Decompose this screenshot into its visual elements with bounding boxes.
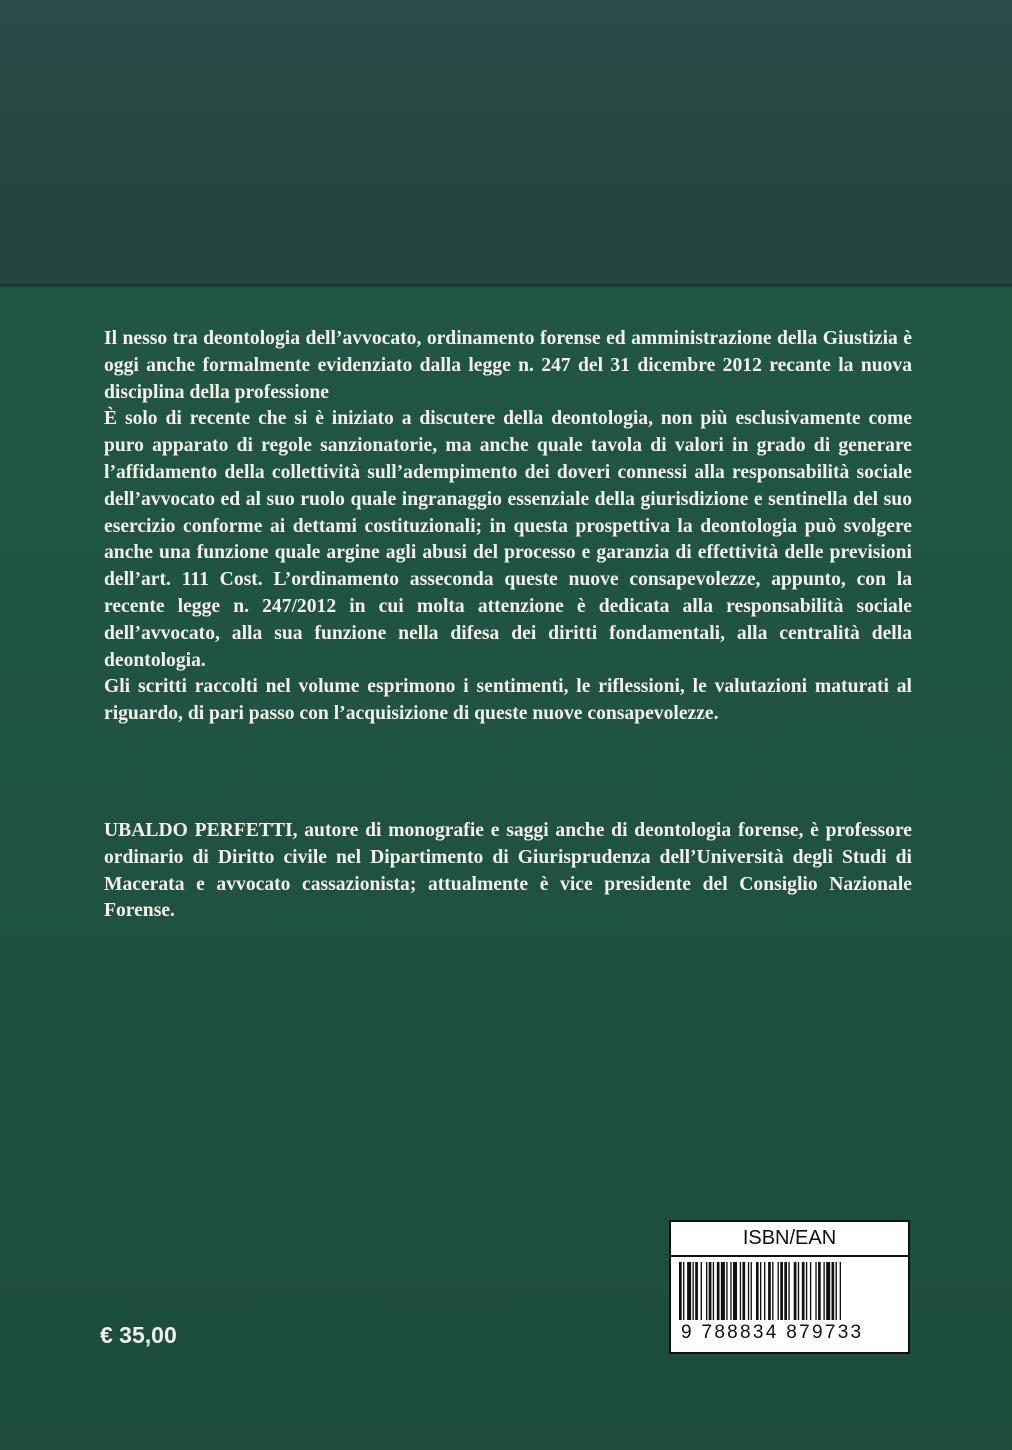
- book-description: [104, 326, 912, 728]
- barcode-bar: [701, 1262, 702, 1320]
- barcode-bar: [840, 1262, 841, 1320]
- barcode-bar: [810, 1262, 811, 1320]
- barcode-bar: [687, 1262, 691, 1320]
- isbn-barcode-box: [669, 1220, 910, 1354]
- price-label: € 35,00: [100, 1322, 177, 1348]
- barcode-bar: [802, 1262, 805, 1320]
- barcode-bar: [818, 1262, 821, 1320]
- isbn-label: ISBN/EAN: [671, 1222, 908, 1257]
- barcode-bar: [760, 1262, 761, 1320]
- barcode-bar: [726, 1262, 727, 1320]
- barcode-bar: [798, 1262, 799, 1320]
- barcode-bar: [706, 1262, 707, 1320]
- description-paragraph-1: Il nesso tra deontologia dell’avvocato, ordinamento forense ed amministrazione della Giustizia è oggi anche formalmente evidenziato dalla legge n. 247 del 31 dicembre 2012 recante la nuova disciplina della professione: [104, 328, 912, 403]
- barcode-bar: [772, 1262, 773, 1320]
- barcode-bar: [784, 1262, 787, 1320]
- barcode-bar: [748, 1262, 749, 1320]
- barcode-bar: [730, 1262, 731, 1320]
- barcode-bar: [756, 1262, 759, 1320]
- barcode-bar: [683, 1262, 684, 1320]
- barcode-bar: [709, 1262, 712, 1320]
- barcode-bar: [778, 1262, 779, 1320]
- barcode-bar: [823, 1262, 824, 1320]
- barcode-bar: [721, 1262, 725, 1320]
- barcode-bar: [815, 1262, 816, 1320]
- barcode-bar: [751, 1262, 752, 1320]
- author-bio-text: , autore di monografie e saggi anche di deontologia forense, è professore ordinario di Diritto civile nel Dipartimento di Giurisprudenza dell’Università degli Studi di Macerata e avvocato cassazionista; attualmente è vice presidente del Consiglio Nazionale Forense.: [104, 820, 912, 922]
- description-paragraph-3: Gli scritti raccolti nel volume esprimono i sentimenti, le riflessioni, le valutazioni maturati al riguardo, di pari passo con l’acquisizione di queste nuove consapevolezze.: [104, 676, 912, 725]
- barcode-bar: [693, 1262, 694, 1320]
- barcode-bar: [679, 1262, 682, 1320]
- barcode-bar: [742, 1262, 745, 1320]
- barcode-bar: [780, 1262, 783, 1320]
- barcode-icon: [677, 1262, 903, 1320]
- barcode-bar: [836, 1262, 837, 1320]
- barcode-bar: [832, 1262, 835, 1320]
- barcode-bar: [768, 1262, 771, 1320]
- barcode-bar: [806, 1262, 807, 1320]
- barcode-bar: [733, 1262, 737, 1320]
- barcode-bar: [764, 1262, 765, 1320]
- cover-top-band: [0, 0, 1012, 286]
- barcode-bar: [794, 1262, 797, 1320]
- barcode-bar: [695, 1262, 698, 1320]
- barcode-bar: [788, 1262, 789, 1320]
- barcode-bar: [713, 1262, 714, 1320]
- barcode-bar: [826, 1262, 830, 1320]
- barcode-digits: 9 788834 879733: [681, 1322, 864, 1343]
- description-paragraph-2: È solo di recente che si è iniziato a discutere della deontologia, non più esclusivamente come puro apparato di regole sanzionatorie, ma anche quale tavola di valori in grado di generare l’affidamento della collettività sull’adempimento dei doveri connessi alla responsabilità sociale dell’avvocato ed al suo ruolo quale ingranaggio essenziale della giurisdizione e sentinella del suo esercizio conforme ai dettami costituzionali; in questa prospettiva la deontologia può svolgere anche una funzione quale argine agli abusi del processo e garanzia di effettività delle previsioni dell’art. 111 Cost. L’ordinamento asseconda queste nuove consapevolezze, appunto, con la recente legge n. 247/2012 in cui molta attenzione è dedicata alla responsabilità sociale dell’avvocato, alla sua funzione nella difesa dei diritti fondamentali, alla centralità della deontologia.: [104, 408, 912, 671]
- author-bio: [104, 818, 912, 925]
- barcode-bar: [740, 1262, 741, 1320]
- author-name: UBALDO PERFETTI: [104, 820, 293, 841]
- barcode-bar: [717, 1262, 720, 1320]
